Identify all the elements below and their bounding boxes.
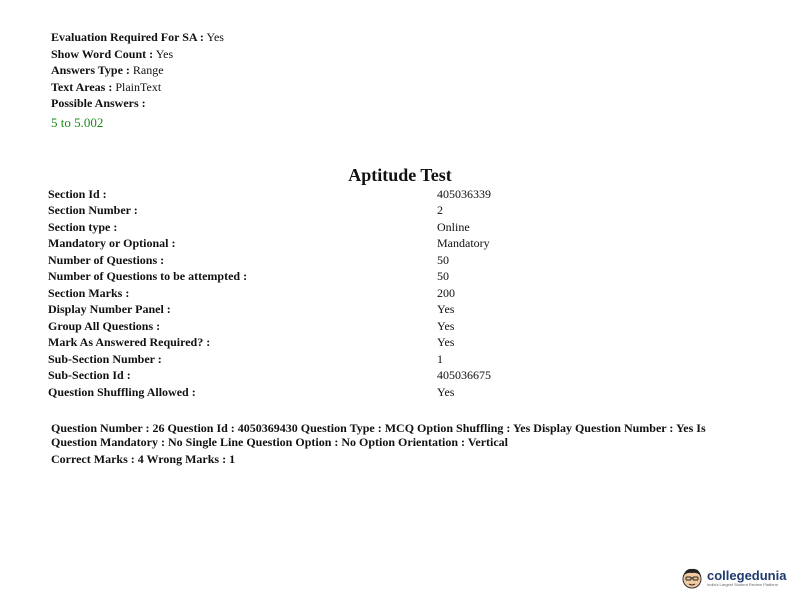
- section-row-value: 200: [437, 285, 455, 300]
- section-row-label: Display Number Panel :: [48, 302, 171, 317]
- section-row-label: Question Shuffling Allowed :: [48, 384, 196, 399]
- section-row-label: Number of Questions to be attempted :: [48, 269, 248, 284]
- section-title: Aptitude Test: [348, 165, 452, 185]
- section-row-value: Mandatory: [437, 236, 490, 251]
- section-row-value: 50: [437, 252, 449, 267]
- section-row: [48, 384, 491, 401]
- section-row: [48, 186, 491, 203]
- question-marks: Correct Marks : 4 Wrong Marks : 1: [51, 452, 236, 466]
- section-row-label: Section type :: [48, 219, 118, 234]
- possible-answer-value: 5 to 5.002: [51, 114, 104, 130]
- section-row-label: Section Marks :: [48, 285, 130, 300]
- setting-evaluation-required: Evaluation Required For SA : Yes: [51, 30, 224, 44]
- question-info: [51, 421, 731, 466]
- section-row-value: 2: [437, 203, 443, 218]
- section-row: [48, 351, 491, 368]
- section-row-value: Yes: [437, 318, 455, 333]
- section-row-label: Section Id :: [48, 186, 107, 201]
- setting-possible-answers: Possible Answers :: [51, 96, 146, 110]
- section-row: [48, 285, 491, 302]
- setting-text-areas: Text Areas : PlainText: [51, 79, 162, 94]
- logo-name: collegedunia: [707, 567, 787, 583]
- section-details-table: [48, 186, 491, 401]
- section-row-value: Yes: [437, 335, 455, 350]
- section-row: [48, 252, 491, 269]
- setting-answers-type: Answers Type : Range: [51, 63, 164, 77]
- section-row-label: Number of Questions :: [48, 252, 165, 267]
- section-row-value: Online: [437, 219, 470, 234]
- section-row-label: Sub-Section Number :: [48, 351, 162, 366]
- question-settings: [51, 29, 224, 131]
- section-row-label: Group All Questions :: [48, 318, 161, 333]
- section-row-label: Sub-Section Id :: [48, 368, 131, 383]
- section-row-value: 50: [437, 269, 449, 284]
- question-meta: Question Number : 26 Question Id : 4050369430 Question Type : MCQ Option Shuffling : Yes Display Question Number : Yes Is Question Mandatory : No Single Line Question Option : No Option Orientation : Vertical: [51, 421, 706, 449]
- setting-show-word-count: Show Word Count : Yes: [51, 46, 174, 61]
- section-row-value: 1: [437, 351, 443, 366]
- student-face-icon: [680, 566, 704, 590]
- section-row-value: Yes: [437, 302, 455, 317]
- section-row: [48, 236, 491, 253]
- logo-tagline: India's Largest Student Review Platform: [707, 581, 779, 587]
- section-row-label: Section Number :: [48, 203, 138, 218]
- collegedunia-logo: [680, 566, 786, 590]
- section-row-value: Yes: [437, 384, 455, 399]
- section-row-value: 405036675: [437, 368, 491, 383]
- section-row: [48, 368, 491, 385]
- section-row-label: Mandatory or Optional :: [48, 236, 176, 251]
- section-row: [48, 335, 491, 352]
- section-row: [48, 269, 491, 286]
- section-row-label: Mark As Answered Required? :: [48, 335, 211, 350]
- section-row: [48, 203, 491, 220]
- section-row-value: 405036339: [437, 186, 491, 201]
- section-row: [48, 302, 491, 319]
- section-row: [48, 318, 491, 335]
- section-row: [48, 219, 491, 236]
